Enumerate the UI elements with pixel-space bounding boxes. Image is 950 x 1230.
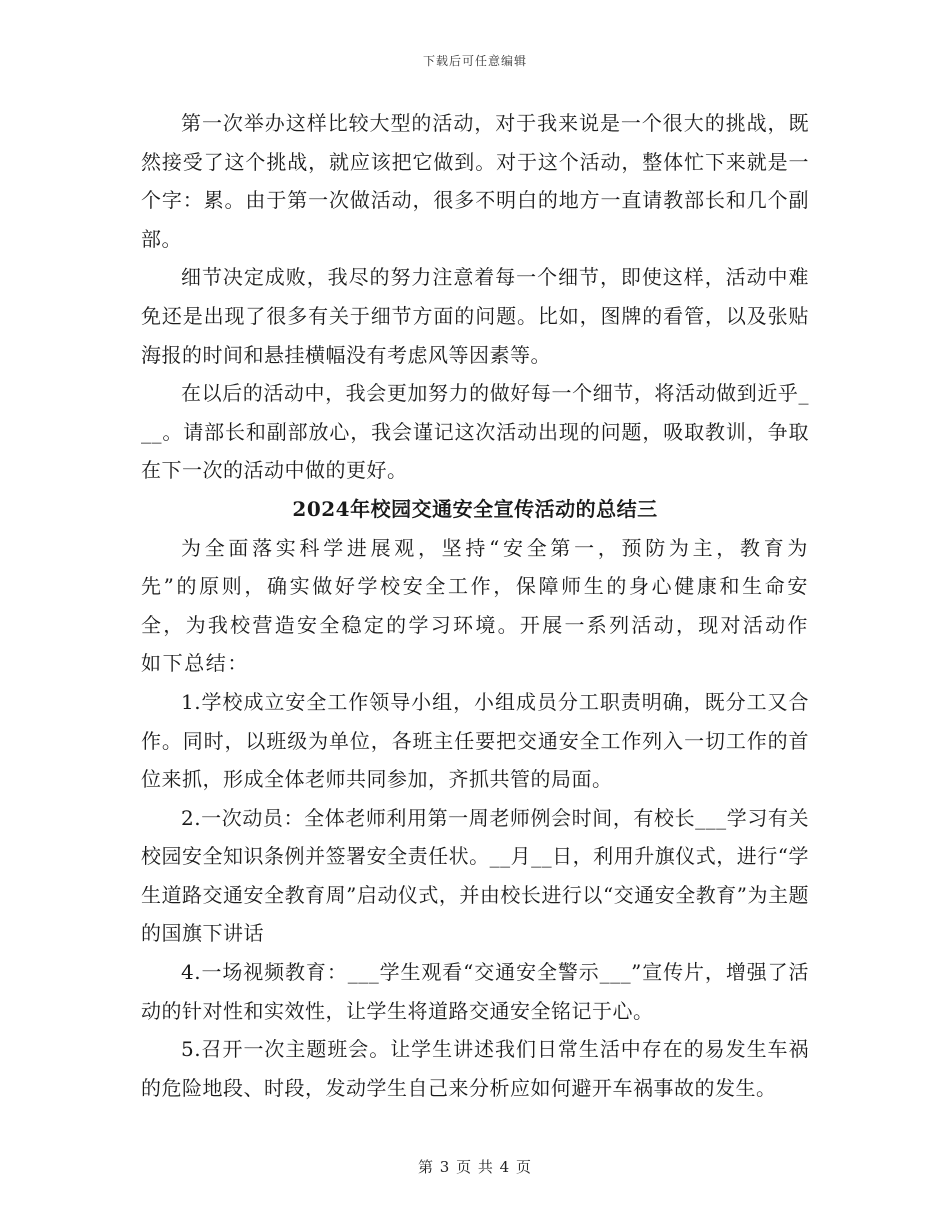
paragraph-6: 2.一次动员：全体老师利用第一周老师例会时间，有校长___学习有关校园安全知识条例并签署安全责任状。__月__日，利用升旗仪式，进行“学生道路交通安全教育周”启动仪式，并由校长进行以“交通安全教育”为主题的国旗下讲话: [141, 805, 809, 946]
paragraph-7: 4.一场视频教育：___学生观看“交通安全警示___”宣传片，增强了活动的针对性和实效性，让学生将道路交通安全铭记于心。: [141, 960, 809, 1023]
paragraph-4: 为全面落实科学进展观，坚持“安全第一，预防为主，教育为先”的原则，确实做好学校安全工作，保障师生的身心健康和生命安全，为我校营造安全稳定的学习环境。开展一系列活动，现对活动作如下总结：: [141, 535, 809, 676]
paragraph-1: 第一次举办这样比较大型的活动，对于我来说是一个很大的挑战，既然接受了这个挑战，就应该把它做到。对于这个活动，整体忙下来就是一个字：累。由于第一次做活动，很多不明白的地方一直请教部长和几个副部。: [141, 111, 809, 251]
document-body: [141, 104, 809, 1107]
paragraph-8: 5.召开一次主题班会。让学生讲述我们日常生活中存在的易发生车祸的危险地段、时段，发动学生自己来分析应如何避开车祸事故的发生。: [141, 1037, 809, 1100]
page-number: 第 3 页 共 4 页: [418, 1158, 532, 1176]
paragraph-2: 细节决定成败，我尽的努力注意着每一个细节，即使这样，活动中难免还是出现了很多有关于细节方面的问题。比如，图牌的看管，以及张贴海报的时间和悬挂横幅没有考虑风等因素等。: [141, 265, 809, 367]
section-heading: 2024年校园交通安全宣传活动的总结三: [292, 496, 658, 521]
paragraph-3: 在以后的活动中，我会更加努力的做好每一个细节，将活动做到近乎___。请部长和副部放心，我会谨记这次活动出现的问题，吸取教训，争取在下一次的活动中做的更好。: [141, 381, 809, 483]
paragraph-5: 1.学校成立安全工作领导小组，小组成员分工职责明确，既分工又合作。同时，以班级为单位，各班主任要把交通安全工作列入一切工作的首位来抓，形成全体老师共同参加，齐抓共管的局面。: [141, 689, 809, 792]
page-header: 下载后可任意编辑: [422, 54, 527, 68]
